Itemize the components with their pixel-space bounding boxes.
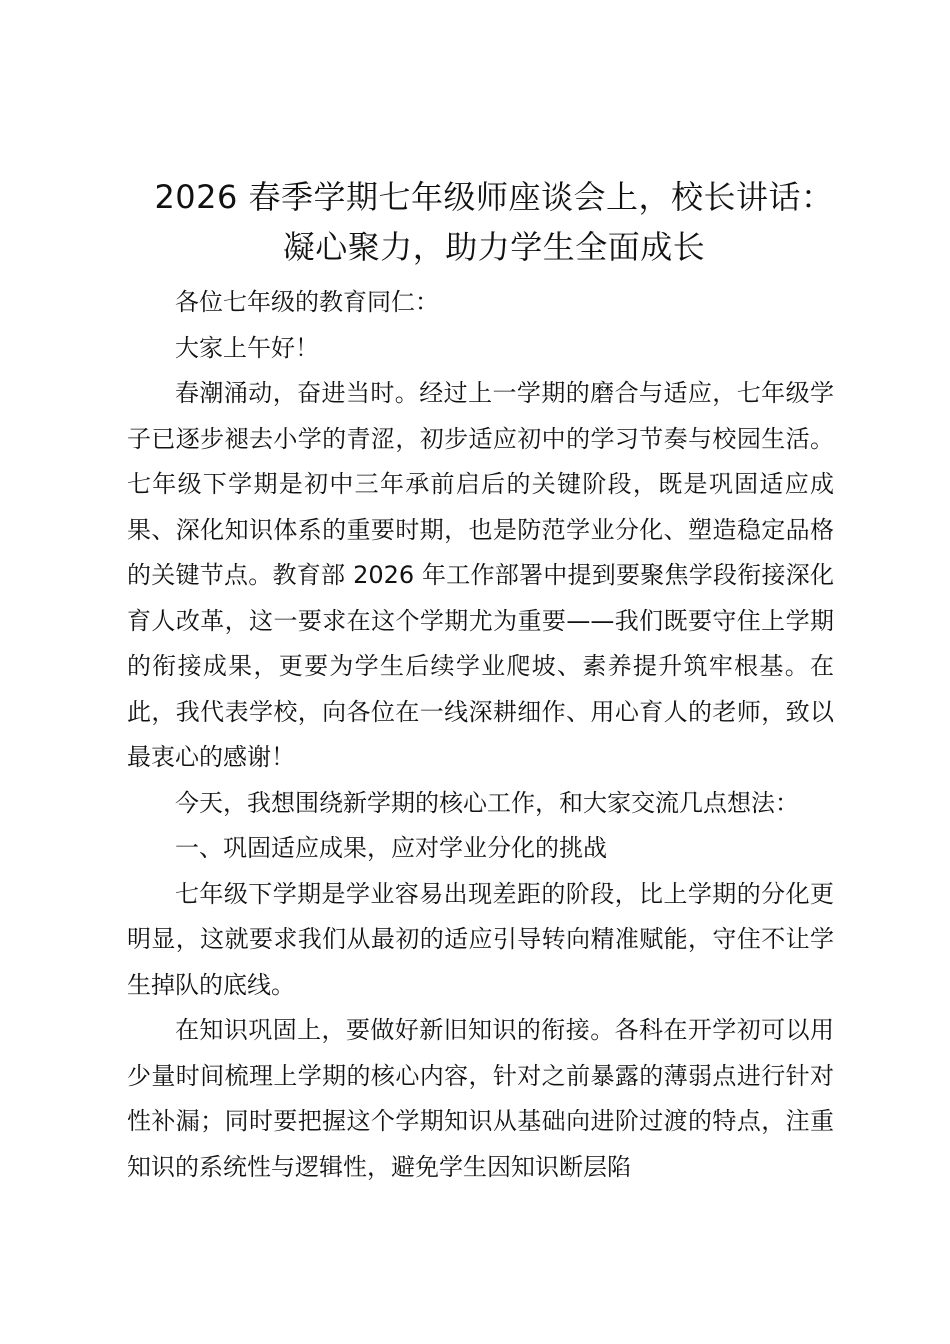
title-line-2: 凝心聚力，助力学生全面成长 [282,228,706,266]
document-title [100,172,888,272]
salutation: 各位七年级的教育同仁： [175,288,439,316]
document-body [127,280,834,1190]
body-paragraph: 在知识巩固上，要做好新旧知识的衔接。各科在开学初可以用少量时间梳理上学期的核心内容，针对之前暴露的薄弱点进行针对性补漏；同时要把握这个学期知识从基础向进阶过渡的特点，注重知识的系统性与逻辑性，避免学生因知识断层陷 [127,1016,834,1181]
body-paragraph: 春潮涌动，奋进当时。经过上一学期的磨合与适应，七年级学子已逐步褪去小学的青涩，初步适应初中的学习节奏与校园生活。七年级下学期是初中三年承前启后的关键阶段，既是巩固适应成果、深化知识体系的重要时期，也是防范学业分化、塑造稳定品格的关键节点。教育部 2026 年工作部署中提到要聚焦学段衔接深化育人改革，这一要求在这个学期尤为重要——我们既要守住上学期的衔接成果，更要为学生后续学业爬坡、素养提升筑牢根基。在此，我代表学校，向各位在一线深耕细作、用心育人的老师，致以最衷心的感谢！ [127,379,834,771]
body-paragraph: 七年级下学期是学业容易出现差距的阶段，比上学期的分化更明显，这就要求我们从最初的适应引导转向精准赋能，守住不让学生掉队的底线。 [127,879,834,999]
section-heading: 一、巩固适应成果，应对学业分化的挑战 [175,834,607,862]
body-paragraph: 今天，我想围绕新学期的核心工作，和大家交流几点想法： [175,788,799,817]
title-line-1: 2026 春季学期七年级师座谈会上，校长讲话： [154,178,834,216]
greeting: 大家上午好！ [175,333,319,362]
